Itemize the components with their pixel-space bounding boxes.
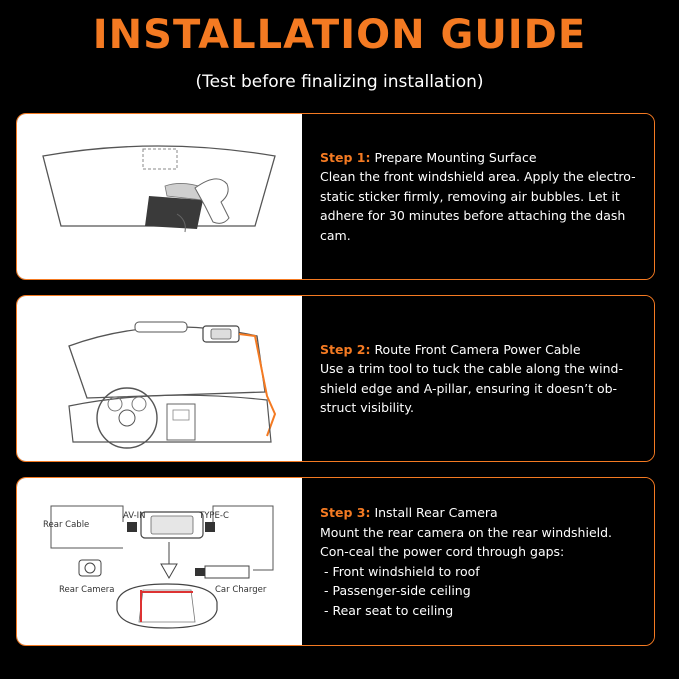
step-2-heading <box>320 340 638 360</box>
step-1-text <box>302 114 654 279</box>
step-2-title: Route Front Camera Power Cable <box>374 341 581 357</box>
diagram-label-car-charger: Car Charger <box>215 585 267 595</box>
diagram-label-rear-cable: Rear Cable <box>43 520 90 530</box>
step-3-heading <box>320 503 638 523</box>
step-3-card <box>16 477 655 646</box>
step-2-text <box>302 296 654 461</box>
step-1-card <box>16 113 655 280</box>
step-1-title: Prepare Mounting Surface <box>374 149 537 165</box>
step-2-illustration <box>17 296 302 461</box>
diagram-label-type-c: TYPE-C <box>199 511 229 521</box>
step-2-label: Step 2: <box>320 341 371 357</box>
diagram-label-av-in: AV-IN <box>123 511 146 521</box>
diagram-label-rear-camera: Rear Camera <box>59 585 115 595</box>
step-3-label: Step 3: <box>320 505 371 520</box>
step-2-body: Use a trim tool to tuck the cable along the wind-shield edge and A-pillar, ensuring it doesn’t ob-struct visibility. <box>320 361 623 415</box>
step-1-label: Step 1: <box>320 149 371 165</box>
step-1-body: Clean the front windshield area. Apply the electro-static sticker firmly, removing air bubbles. Let it adhere for 30 minutes before attaching the dash cam. <box>320 169 636 243</box>
step-3-body: Mount the rear camera on the rear windshield. Con-ceal the power cord through gaps: <box>320 524 613 559</box>
step-3-bullet: - Rear seat to ceiling <box>324 602 454 618</box>
step-1-illustration <box>17 114 302 279</box>
step-3-bullet: - Passenger-side ceiling <box>324 583 471 598</box>
step-3-title: Install Rear Camera <box>374 505 498 520</box>
page-title: INSTALLATION GUIDE <box>92 12 587 58</box>
step-2-card <box>16 295 655 462</box>
step-3-illustration <box>17 478 302 645</box>
step-3-bullet-list <box>320 562 638 621</box>
step-3-bullet: - Front windshield to roof <box>324 563 480 579</box>
page-subtitle: (Test before finalizing installation) <box>195 72 484 92</box>
step-3-text <box>302 478 654 645</box>
step-1-heading <box>320 148 638 168</box>
